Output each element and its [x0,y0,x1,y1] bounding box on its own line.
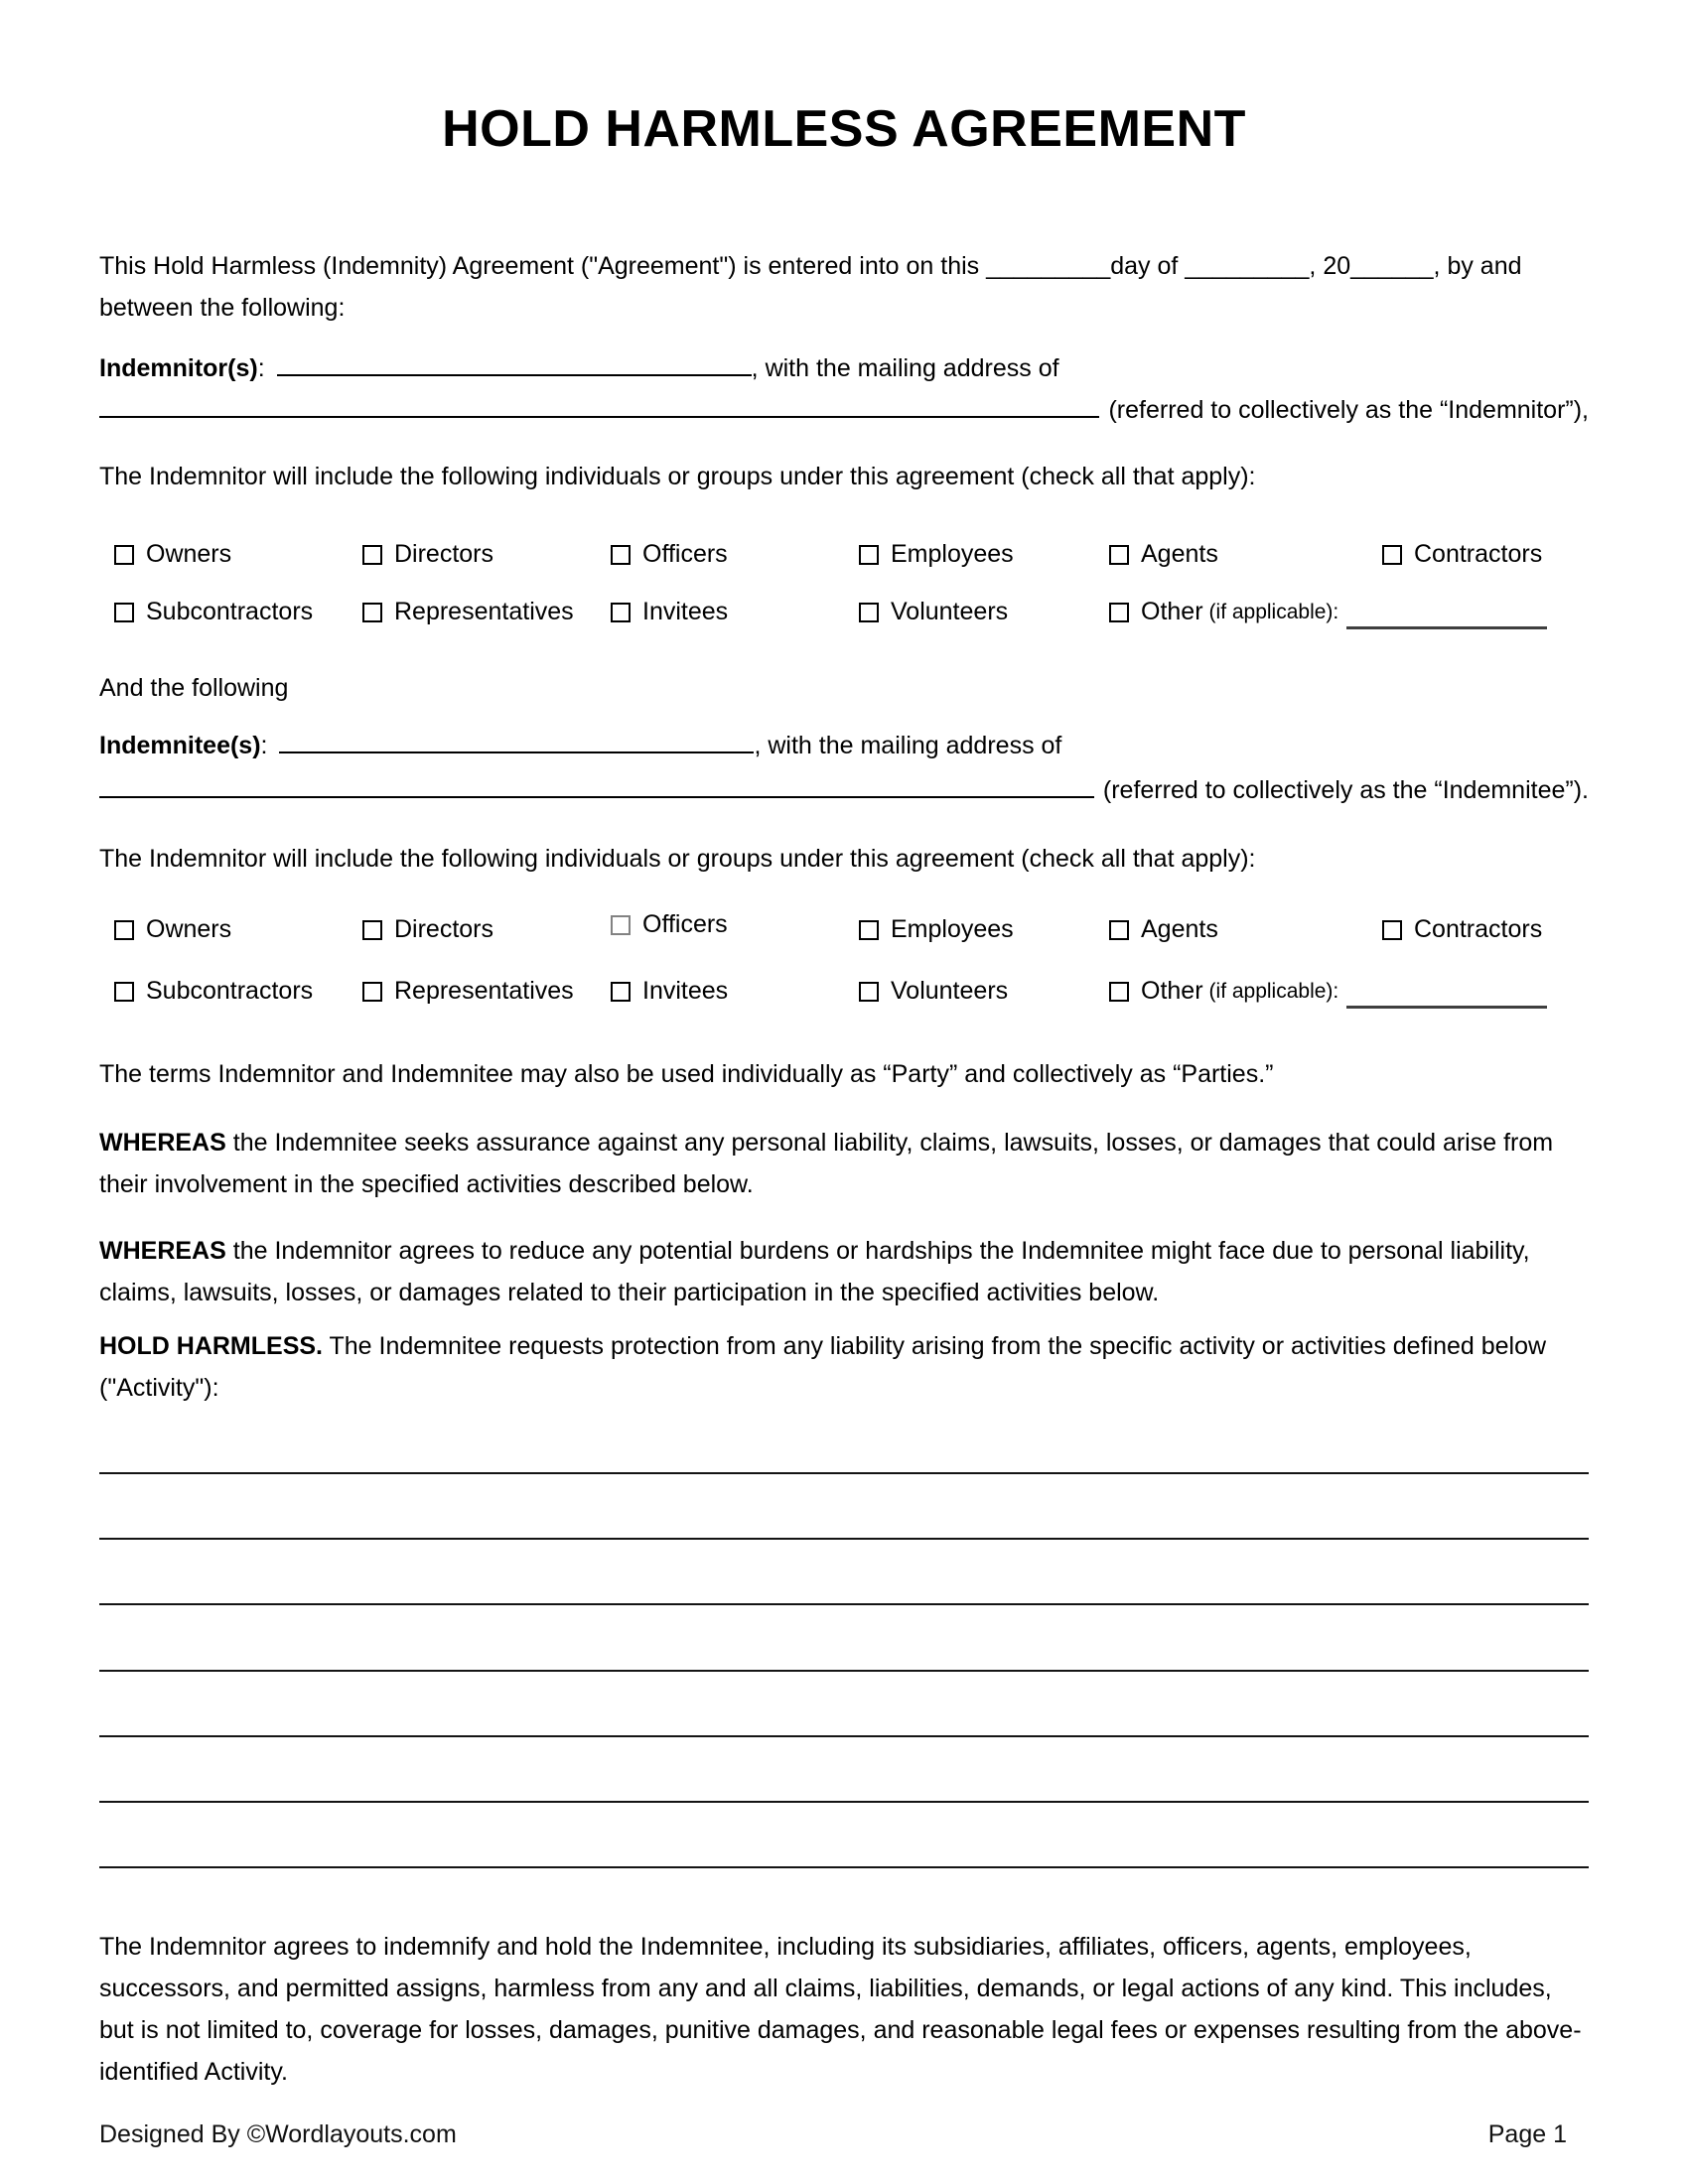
activity-line-2 [99,1538,1589,1540]
indemnitor-checkbox-subcontractors[interactable] [114,598,362,626]
checkbox-icon[interactable] [859,920,879,940]
checkbox-icon[interactable] [1109,982,1129,1002]
indemnitee-checkbox-invitees[interactable] [611,977,859,1006]
checkbox-label: Volunteers [891,598,1009,625]
checkbox-label: Invitees [642,977,729,1005]
activity-line-5 [99,1735,1589,1737]
indemnitor-checkbox-other[interactable] [1109,598,1589,626]
indemnify-paragraph: The Indemnitor agrees to indemnify and hold the Indemnitee, including its subsidiaries, affiliates, officers, agents, employees, successors, and permitted assigns, harmless from any and all claims, liabilities, demands, or legal actions of any kind. This includes, but is not limited to, coverage for losses, damages, punitive damages, and reasonable legal fees or expenses resulting from the above-identified Activity. [99,1933,1582,2086]
indemnitor-name-blank [277,373,752,376]
indemnitee-checkbox-other[interactable] [1109,977,1589,1006]
other-note: (if applicable): [1208,979,1339,1003]
checkbox-label: Employees [891,915,1014,943]
checkbox-label: Directors [394,915,494,943]
hold-harmless-lead: HOLD HARMLESS. [99,1332,323,1360]
indemnitor-label: Indemnitor(s) [99,354,258,382]
footer-page-number: Page 1 [1487,2120,1567,2148]
indemnitor-checkbox-invitees[interactable] [611,598,859,626]
checkbox-label: Contractors [1414,915,1543,943]
checkbox-label: Invitees [642,598,729,625]
checkbox-icon[interactable] [362,920,382,940]
indemnitee-checkbox-representatives[interactable] [362,977,611,1006]
page-title: HOLD HARMLESS AGREEMENT [442,100,1246,158]
indemnitor-address-blank [99,415,1099,418]
checkbox-label: Owners [146,915,232,943]
footer-credit: Designed By ©Wordlayouts.com [99,2120,457,2148]
whereas-paragraph-2 [99,1230,1589,1313]
checkbox-icon[interactable] [611,915,631,935]
checkbox-label: Representatives [394,598,574,625]
indemnitor-checkbox-representatives[interactable] [362,598,611,626]
indemnitee-checkbox-row-1 [114,910,1589,944]
checkbox-label: Agents [1141,915,1218,943]
checkbox-icon[interactable] [611,603,631,622]
hold-harmless-paragraph [99,1325,1589,1409]
checkbox-icon[interactable] [611,982,631,1002]
activity-line-4 [99,1670,1589,1672]
checkbox-icon[interactable] [859,603,879,622]
checkbox-label: Subcontractors [146,598,314,625]
indemnitor-colon: : [257,354,265,382]
checkbox-label: Officers [642,910,728,938]
checkbox-label: Other [1141,977,1203,1005]
indemnitor-address-line [99,396,1589,425]
terms-paragraph: The terms Indemnitor and Indemnitee may also be used individually as “Party” and collectively as “Parties.” [99,1060,1274,1088]
checkbox-icon[interactable] [114,603,134,622]
indemnitor-checkbox-row-2 [114,598,1589,626]
indemnitor-checkbox-directors[interactable] [362,540,611,569]
indemnitor-checkbox-officers[interactable] [611,540,859,569]
indemnitee-checkbox-officers[interactable] [611,910,859,939]
indemnitee-checkbox-subcontractors[interactable] [114,977,362,1006]
indemnitee-address-suffix: (referred to collectively as the “Indemnitee”). [1102,776,1589,804]
whereas-text: the Indemnitee seeks assurance against any personal liability, claims, lawsuits, losses, or damages that could arise from their involvement in the specified activities described below. [99,1129,1554,1198]
indemnitor-checkbox-contractors[interactable] [1382,540,1589,569]
whereas-text: the Indemnitor agrees to reduce any potential burdens or hardships the Indemnitee might face due to personal liability, claims, lawsuits, losses, or damages related to their participation in the specified activities below. [99,1237,1530,1306]
activity-line-7 [99,1866,1589,1868]
intro-paragraph: This Hold Harmless (Indemnity) Agreement ("Agreement") is entered into on this _________day of _________, 20______, by and between the following: [99,252,1522,322]
indemnitee-include-line: The Indemnitor will include the following individuals or groups under this agreement (check all that apply): [99,845,1256,873]
checkbox-label: Other [1141,598,1203,625]
indemnitee-address-line [99,776,1589,805]
indemnitee-checkbox-volunteers[interactable] [859,977,1109,1006]
indemnitor-address-suffix: (referred to collectively as the “Indemnitor”), [1108,396,1589,424]
checkbox-label: Employees [891,540,1014,568]
indemnitor-checkbox-volunteers[interactable] [859,598,1109,626]
whereas-lead: WHEREAS [99,1129,226,1157]
checkbox-icon[interactable] [1109,545,1129,565]
indemnitor-checkbox-row-1 [114,540,1589,569]
checkbox-icon[interactable] [114,982,134,1002]
checkbox-icon[interactable] [859,545,879,565]
indemnitee-checkbox-owners[interactable] [114,915,362,944]
checkbox-label: Subcontractors [146,977,314,1005]
indemnitee-other-blank [1346,1005,1547,1009]
indemnitee-checkbox-row-2 [114,977,1589,1006]
indemnitee-name-line [99,732,1589,760]
checkbox-label: Owners [146,540,232,568]
checkbox-icon[interactable] [1382,545,1402,565]
indemnitee-checkbox-agents[interactable] [1109,915,1382,944]
whereas-lead: WHEREAS [99,1237,226,1265]
indemnitee-after-blank-text: , with the mailing address of [754,732,1062,759]
activity-line-6 [99,1801,1589,1803]
hold-harmless-text: The Indemnitee requests protection from any liability arising from the specific activity or activities defined below ("Activity"): [99,1332,1547,1402]
indemnitee-name-blank [279,751,754,753]
indemnitor-name-line [99,354,1589,383]
checkbox-icon[interactable] [362,982,382,1002]
indemnitor-after-blank-text: , with the mailing address of [751,354,1059,382]
checkbox-label: Representatives [394,977,574,1005]
indemnitee-checkbox-contractors[interactable] [1382,915,1589,944]
indemnitee-checkbox-employees[interactable] [859,915,1109,944]
indemnitor-checkbox-employees[interactable] [859,540,1109,569]
checkbox-label: Officers [642,540,728,568]
checkbox-icon[interactable] [362,603,382,622]
indemnitee-address-blank [99,795,1094,798]
indemnitee-label: Indemnitee(s) [99,732,261,759]
indemnitor-include-line: The Indemnitor will include the following individuals or groups under this agreement (check all that apply): [99,463,1256,490]
checkbox-icon[interactable] [859,982,879,1002]
checkbox-label: Directors [394,540,494,568]
indemnitee-checkbox-directors[interactable] [362,915,611,944]
activity-line-3 [99,1603,1589,1605]
checkbox-icon[interactable] [1382,920,1402,940]
other-note: (if applicable): [1208,600,1339,623]
indemnitor-checkbox-owners[interactable] [114,540,362,569]
checkbox-label: Agents [1141,540,1218,568]
checkbox-icon[interactable] [114,545,134,565]
checkbox-icon[interactable] [1109,603,1129,622]
indemnitor-checkbox-agents[interactable] [1109,540,1382,569]
indemnitor-other-blank [1346,625,1547,629]
checkbox-label: Contractors [1414,540,1543,568]
whereas-paragraph-1 [99,1122,1589,1205]
activity-line-1 [99,1472,1589,1474]
checkbox-icon[interactable] [114,920,134,940]
indemnitee-colon: : [260,732,268,759]
checkbox-icon[interactable] [1109,920,1129,940]
checkbox-icon[interactable] [362,545,382,565]
checkbox-icon[interactable] [611,545,631,565]
checkbox-label: Volunteers [891,977,1009,1005]
and-following-text: And the following [99,674,289,702]
